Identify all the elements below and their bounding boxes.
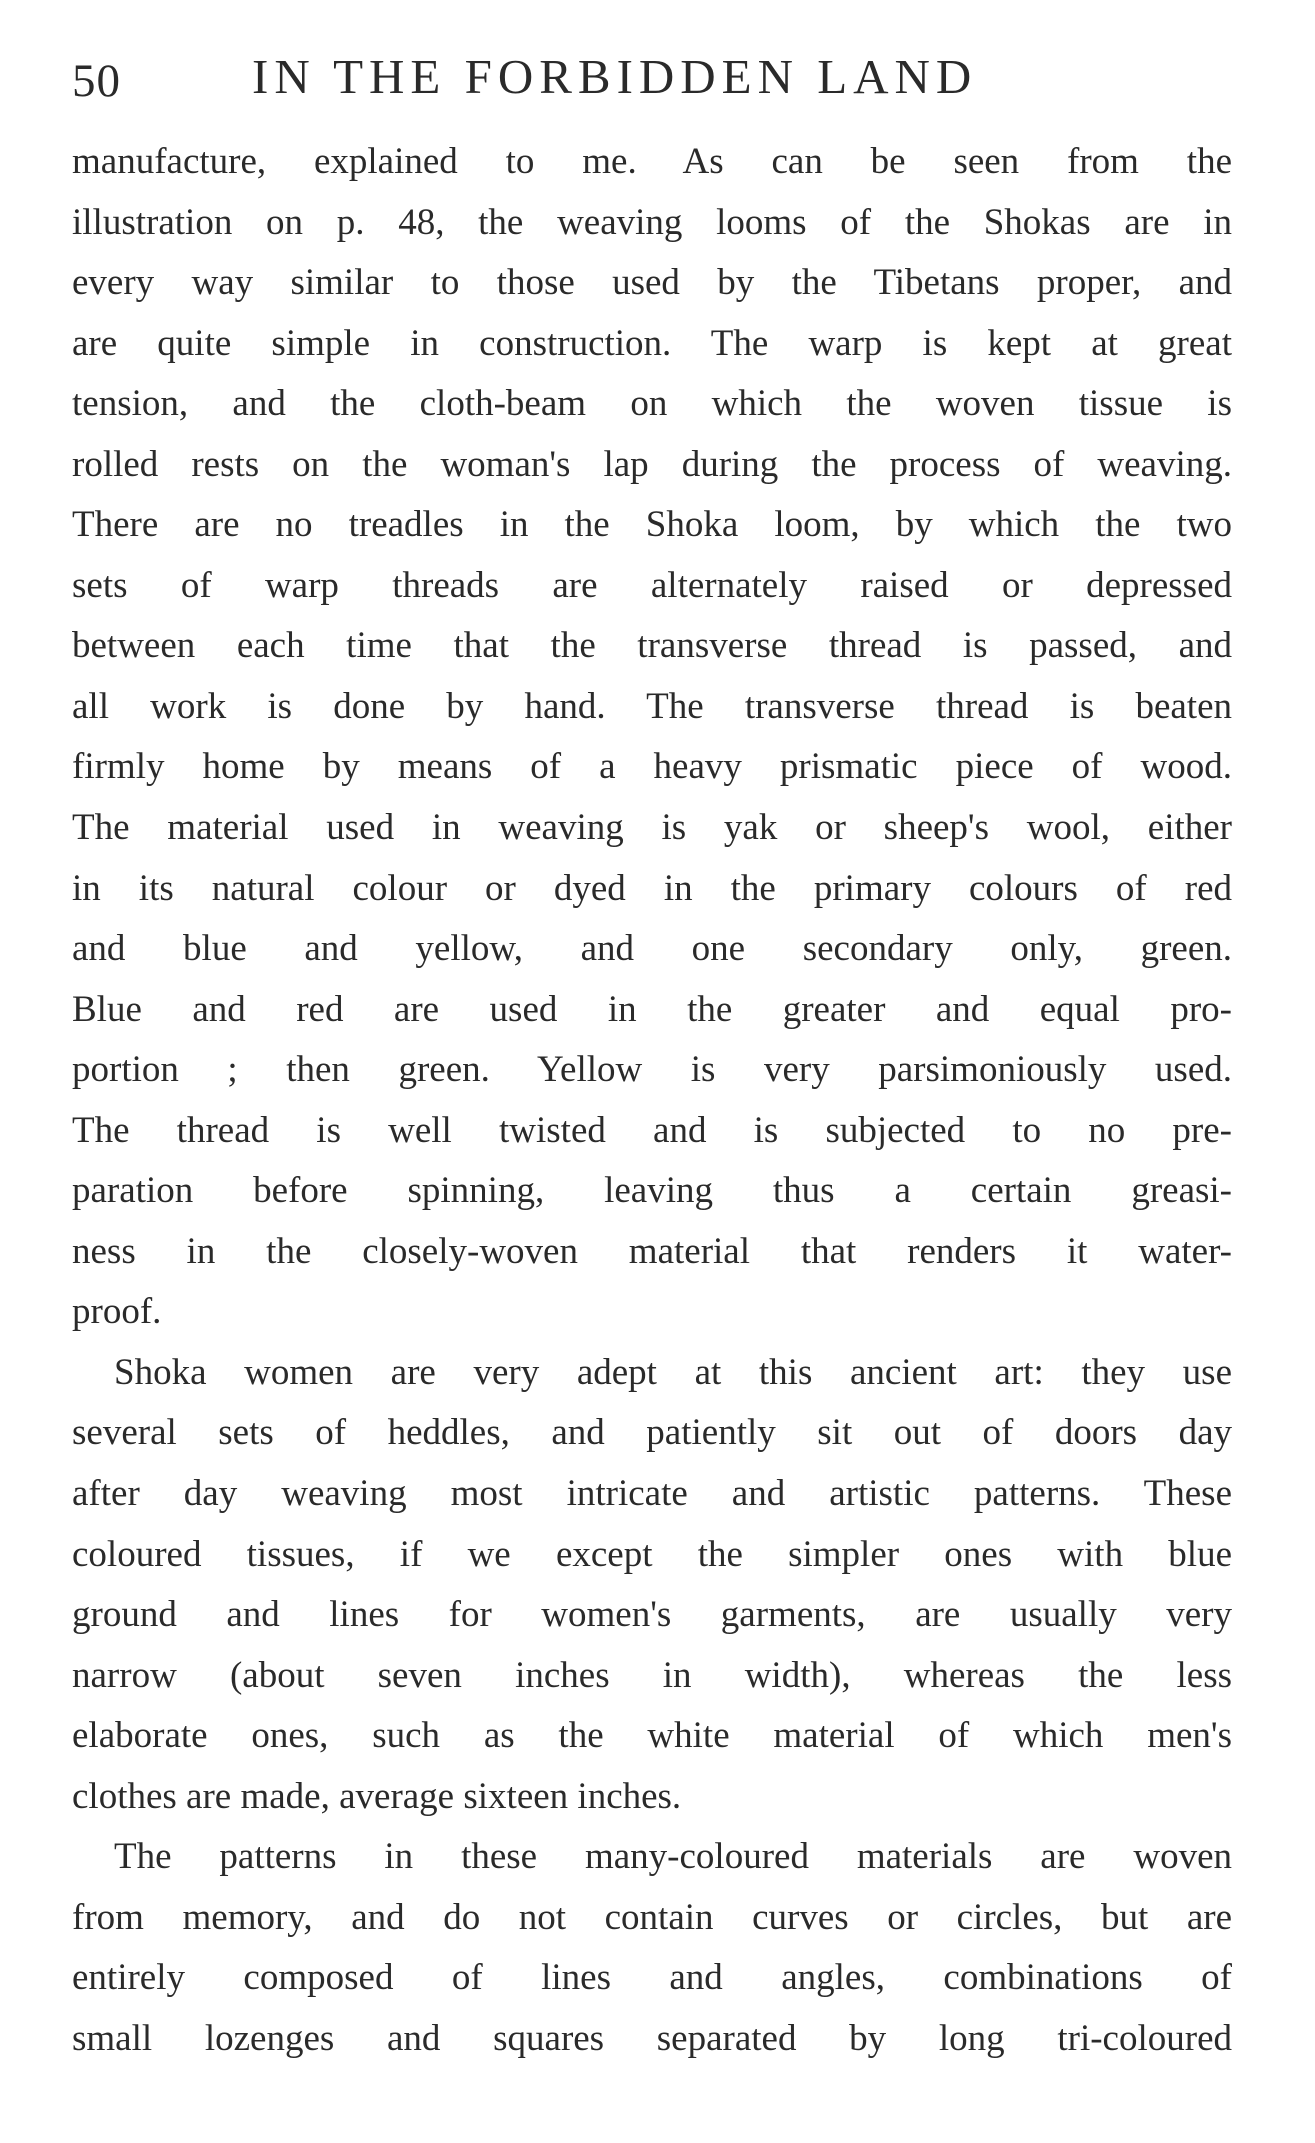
text-line: clothes are made, average sixteen inches. [72, 1775, 682, 1817]
text-line: elaborate ones, such as the white material of which men's [72, 1715, 1232, 1757]
text-line: portion ; then green. Yellow is very parsimoniously used. [72, 1049, 1232, 1091]
text-line: rolled rests on the woman's lap during the process of weaving. [72, 443, 1232, 485]
body-text [72, 132, 1232, 2070]
text-line: from memory, and do not contain curves or circles, but are [72, 1896, 1232, 1938]
page-header [72, 48, 1232, 118]
text-line: ground and lines for women's garments, are usually very [72, 1594, 1232, 1636]
text-line: There are no treadles in the Shoka loom, by which the two [72, 504, 1232, 546]
text-line: proof. [72, 1291, 162, 1333]
text-line: manufacture, explained to me. As can be seen from the [72, 141, 1232, 182]
text-line: paration before spinning, leaving thus a certain greasi- [72, 1170, 1232, 1212]
text-line: several sets of heddles, and patiently sit out of doors day [72, 1412, 1232, 1454]
text-line: in its natural colour or dyed in the primary colours of red [72, 867, 1232, 909]
text-line: The thread is well twisted and is subjected to no pre- [72, 1109, 1232, 1151]
text-line: Blue and red are used in the greater and equal pro- [72, 988, 1232, 1030]
running-title: IN THE FORBIDDEN LAND [252, 49, 978, 104]
text-line: entirely composed of lines and angles, combinations of [72, 1957, 1232, 1999]
text-line: tension, and the cloth-beam on which the woven tissue is [72, 383, 1232, 425]
text-line: all work is done by hand. The transverse thread is beaten [72, 685, 1232, 727]
text-line: and blue and yellow, and one secondary only, green. [72, 928, 1232, 970]
text-line: are quite simple in construction. The warp is kept at great [72, 322, 1232, 364]
text-line: between each time that the transverse thread is passed, and [72, 625, 1232, 667]
text-line: The material used in weaving is yak or sheep's wool, either [72, 807, 1232, 849]
text-line: ness in the closely-woven material that renders it water- [72, 1230, 1232, 1272]
page-number: 50 [72, 55, 121, 107]
text-line: illustration on p. 48, the weaving looms of the Shokas are in [72, 201, 1232, 243]
text-line: after day weaving most intricate and artistic patterns. These [72, 1473, 1232, 1515]
text-line: small lozenges and squares separated by long tri-coloured [72, 2017, 1232, 2059]
text-line: The patterns in these many-coloured materials are woven [114, 1836, 1232, 1878]
text-line: coloured tissues, if we except the simpler ones with blue [72, 1533, 1232, 1575]
text-line: every way similar to those used by the Tibetans proper, and [72, 262, 1232, 304]
text-line: sets of warp threads are alternately raised or depressed [72, 564, 1232, 606]
text-line: firmly home by means of a heavy prismatic piece of wood. [72, 746, 1232, 788]
text-line: narrow (about seven inches in width), whereas the less [72, 1654, 1232, 1696]
text-line: Shoka women are very adept at this ancient art: they use [114, 1351, 1232, 1393]
